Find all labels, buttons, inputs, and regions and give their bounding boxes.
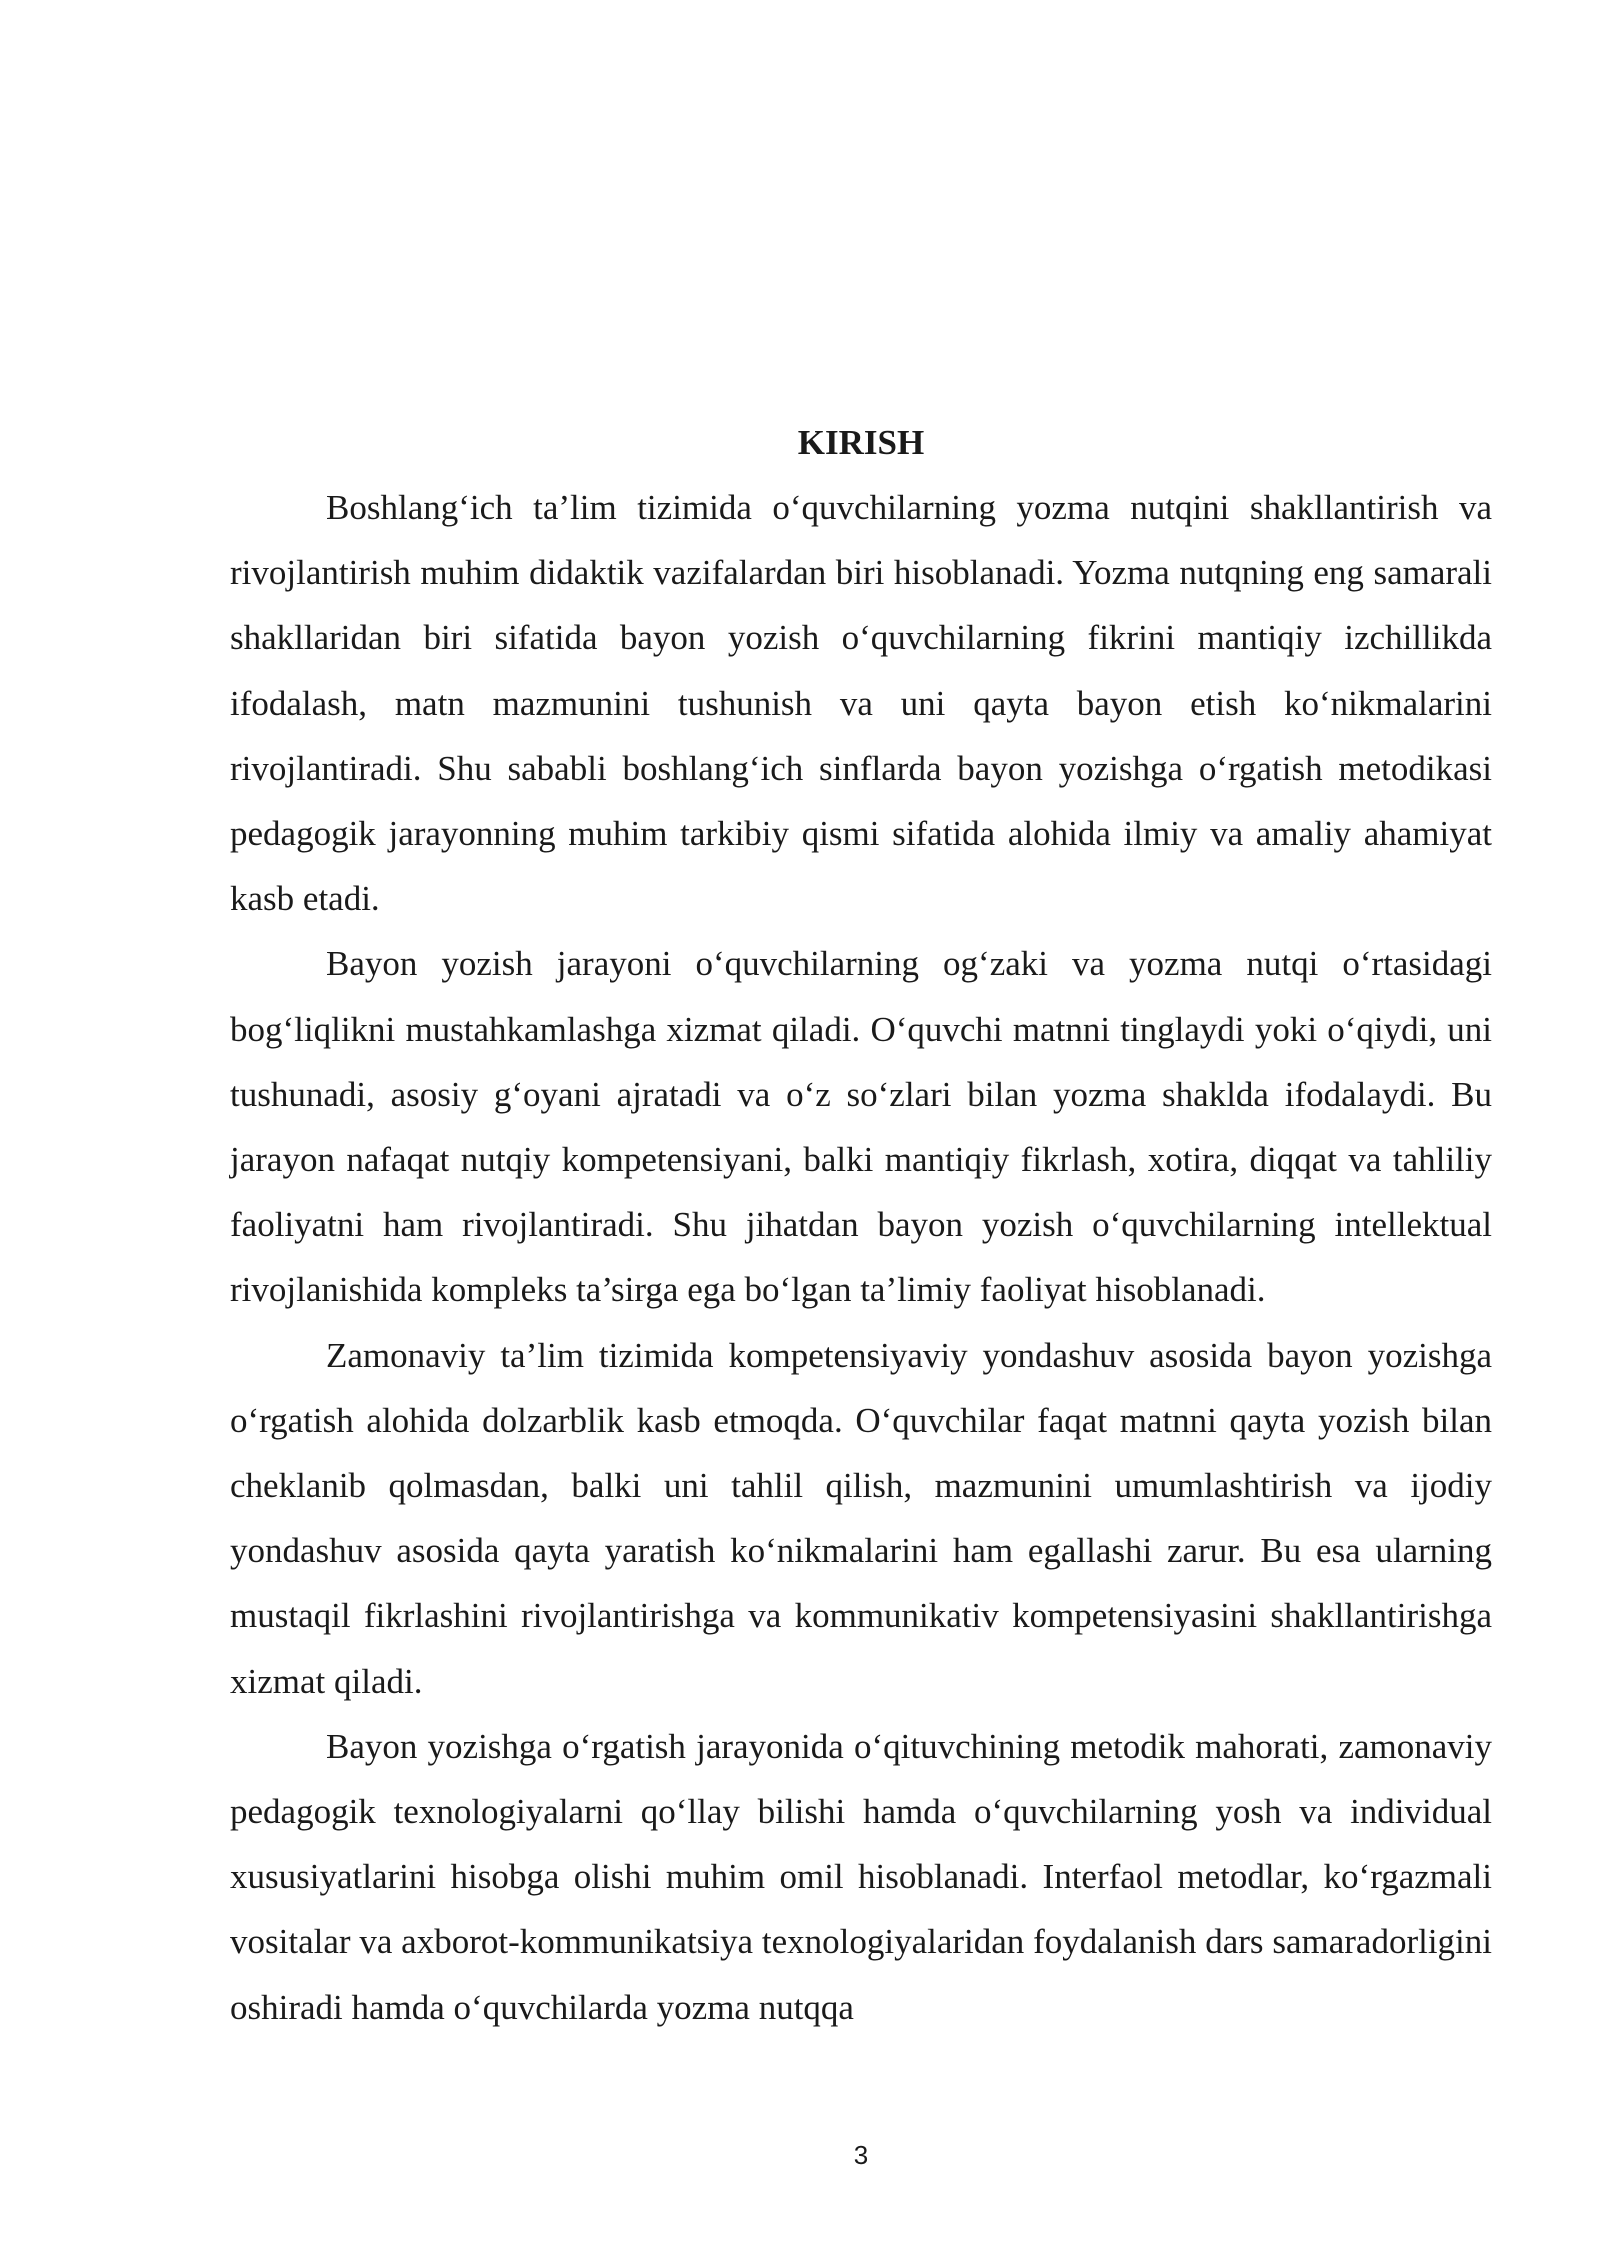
page-number: 3 bbox=[853, 2140, 869, 2170]
page-body bbox=[230, 410, 1492, 2040]
paragraph-4: Bayon yozishga o‘rgatish jarayonida o‘qituvchining metodik mahorati, zamonaviy pedagogik texnologiyalarni qo‘llay bilishi hamda o‘quvchilarning yosh va individual xususiyatlarini hisobga olishi muhim omil hisoblanadi. Interfaol metodlar, ko‘rgazmali vositalar va axborot-kommunikatsiya texnologiyalaridan foydalanish dars samaradorligini oshiradi hamda o‘quvchilarda yozma nutqqa bbox=[230, 1726, 1492, 2027]
paragraph-3: Zamonaviy ta’lim tizimida kompetensiyaviy yondashuv asosida bayon yozishga o‘rgatish alohida dolzarblik kasb etmoqda. O‘quvchilar faqat matnni qayta yozish bilan cheklanib qolmasdan, balki uni tahlil qilish, mazmunini umumlashtirish va ijodiy yondashuv asosida qayta yaratish ko‘nikmalarini ham egallashi zarur. Bu esa ularning mustaqil fikrlashini rivojlantirishga va kommunikativ kompetensiyasini shakllantirishga xizmat qiladi. bbox=[230, 1335, 1492, 1701]
section-heading: KIRISH bbox=[797, 423, 925, 462]
paragraph-2: Bayon yozish jarayoni o‘quvchilarning og‘zaki va yozma nutqi o‘rtasidagi bog‘liqlikni mustahkamlashga xizmat qiladi. O‘quvchi matnni tinglaydi yoki o‘qiydi, uni tushunadi, asosiy g‘oyani ajratadi va o‘z so‘zlari bilan yozma shaklda ifodalaydi. Bu jarayon nafaqat nutqiy kompetensiyani, balki mantiqiy fikrlash, xotira, diqqat va tahliliy faoliyatni ham rivojlantiradi. Shu jihatdan bayon yozish o‘quvchilarning intellektual rivojlanishida kompleks ta’sirga ega bo‘lgan ta’limiy faoliyat hisoblanadi. bbox=[230, 944, 1492, 1310]
paragraph-1: Boshlang‘ich ta’lim tizimida o‘quvchilarning yozma nutqini shakllantirish va rivojlantirish muhim didaktik vazifalardan biri hisoblanadi. Yozma nutqning eng samarali shakllaridan biri sifatida bayon yozish o‘quvchilarning fikrini mantiqiy izchillikda ifodalash, matn mazmunini tushunish va uni qayta bayon etish ko‘nikmalarini rivojlantiradi. Shu sababli boshlang‘ich sinflarda bayon yozishga o‘rgatish metodikasi pedagogik jarayonning muhim tarkibiy qismi sifatida alohida ilmiy va amaliy ahamiyat kasb etadi. bbox=[230, 488, 1492, 919]
